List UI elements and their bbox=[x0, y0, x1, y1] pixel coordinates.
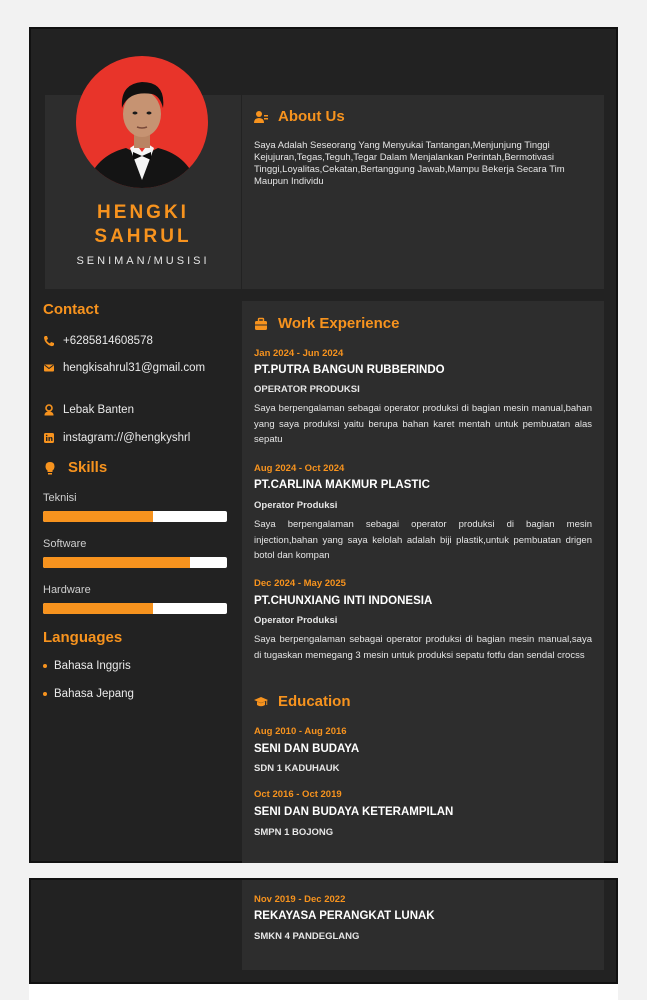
graduation-cap-icon bbox=[254, 695, 268, 709]
bullet-icon bbox=[43, 692, 47, 696]
work-date: Jan 2024 - Jun 2024 bbox=[254, 348, 344, 359]
profile-name-line1: HENGKI bbox=[97, 202, 189, 223]
skills-title bbox=[43, 459, 107, 476]
education-date: Nov 2019 - Dec 2022 bbox=[254, 894, 346, 905]
right-column bbox=[242, 301, 604, 863]
skill-bar-fill bbox=[43, 557, 190, 568]
contact-location bbox=[43, 403, 134, 417]
skill-bar-fill bbox=[43, 603, 153, 614]
work-position: Operator Produksi bbox=[254, 615, 338, 626]
language-item bbox=[43, 660, 131, 672]
profile-photo bbox=[76, 56, 208, 188]
about-title bbox=[254, 108, 345, 125]
skill-bar-software bbox=[43, 557, 227, 568]
work-date: Aug 2024 - Oct 2024 bbox=[254, 463, 345, 474]
about-title-text: About Us bbox=[278, 108, 345, 125]
skill-label: Software bbox=[43, 538, 87, 550]
skill-label: Hardware bbox=[43, 584, 91, 596]
about-text: Saya Adalah Seseorang Yang Menyukai Tantangan,Menjunjung Tinggi Kejujuran,Tegas,Teguh,Tegar Dalam Menjalankan Perintah,Bermotivasi Tinggi,Loyalitas,Cekatan,Bertanggung Jawab,Mampu Bekerja Secara Tim Maupun Individu bbox=[254, 140, 565, 187]
contact-phone-text: +6285814608578 bbox=[63, 335, 153, 347]
profile-name bbox=[45, 201, 241, 249]
work-title-text: Work Experience bbox=[278, 315, 400, 332]
resume-page-1 bbox=[29, 27, 618, 863]
phone-icon bbox=[43, 335, 55, 347]
work-position: Operator Produksi bbox=[254, 500, 338, 511]
about-section bbox=[242, 95, 604, 289]
contact-instagram-text: instagram://@hengkyshrl bbox=[63, 432, 191, 444]
work-date: Dec 2024 - May 2025 bbox=[254, 578, 346, 589]
education-school: SMKN 4 PANDEGLANG bbox=[254, 931, 360, 942]
work-description: Saya berpengalaman sebagai operator produksi di bagian mesin manual,bahan yang saya produksi yaitu berupa bahan karet mentah untuk pembuatan alas sepatu bbox=[254, 403, 592, 445]
skills-title-text: Skills bbox=[68, 459, 108, 476]
work-description: Saya berpengalaman sebagai operator produksi di bagian mesin injection,bahan yang saya kelolah adalah biji plastik,untuk pembuatan drigen botol dan kompan bbox=[254, 519, 592, 561]
education-title bbox=[254, 693, 351, 710]
education-date: Oct 2016 - Oct 2019 bbox=[254, 789, 342, 800]
education-date: Aug 2010 - Aug 2016 bbox=[254, 726, 347, 737]
contact-phone[interactable] bbox=[43, 334, 153, 348]
profile-role: SENIMAN/MUSISI bbox=[76, 255, 210, 267]
user-icon bbox=[254, 110, 268, 124]
work-position: OPERATOR PRODUKSI bbox=[254, 384, 360, 395]
contact-title: Contact bbox=[43, 301, 99, 318]
work-company: PT.CHUNXIANG INTI INDONESIA bbox=[254, 595, 433, 607]
social-icon bbox=[43, 432, 55, 444]
education-title-text: Education bbox=[278, 693, 351, 710]
language-item bbox=[43, 688, 134, 700]
email-icon bbox=[43, 362, 55, 374]
work-description: Saya berpengalaman sebagai operator produksi di bagian mesin manual,saya di tugaskan memegang 3 mesin untuk produksi sepatu fotfu dan sendal crocss bbox=[254, 634, 592, 661]
education-school: SDN 1 KADUHAUK bbox=[254, 763, 340, 774]
right-column-continued bbox=[242, 880, 604, 970]
lightbulb-icon bbox=[43, 461, 57, 475]
contact-instagram[interactable] bbox=[43, 431, 190, 445]
education-program: REKAYASA PERANGKAT LUNAK bbox=[254, 910, 435, 922]
profile-name-line2: SAHRUL bbox=[94, 226, 192, 247]
language-text: Bahasa Inggris bbox=[54, 660, 131, 672]
skill-bar-teknisi bbox=[43, 511, 227, 522]
skill-bar-fill bbox=[43, 511, 153, 522]
next-page-edge bbox=[29, 984, 618, 1000]
resume-page-2 bbox=[29, 878, 618, 984]
language-text: Bahasa Jepang bbox=[54, 688, 134, 700]
contact-email[interactable] bbox=[43, 361, 218, 375]
contact-location-text: Lebak Banten bbox=[63, 404, 134, 416]
education-school: SMPN 1 BOJONG bbox=[254, 827, 334, 838]
work-company: PT.CARLINA MAKMUR PLASTIC bbox=[254, 479, 430, 491]
education-program: SENI DAN BUDAYA KETERAMPILAN bbox=[254, 806, 454, 818]
person-pin-icon bbox=[43, 404, 55, 416]
contact-email-text: hengkisahrul31@gmail.com bbox=[63, 362, 206, 374]
skill-label: Teknisi bbox=[43, 492, 77, 504]
skill-bar-hardware bbox=[43, 603, 227, 614]
briefcase-icon bbox=[254, 317, 268, 331]
work-company: PT.PUTRA BANGUN RUBBERINDO bbox=[254, 364, 445, 376]
work-title bbox=[254, 315, 399, 332]
education-program: SENI DAN BUDAYA bbox=[254, 743, 360, 755]
bullet-icon bbox=[43, 664, 47, 668]
languages-title: Languages bbox=[43, 629, 123, 646]
